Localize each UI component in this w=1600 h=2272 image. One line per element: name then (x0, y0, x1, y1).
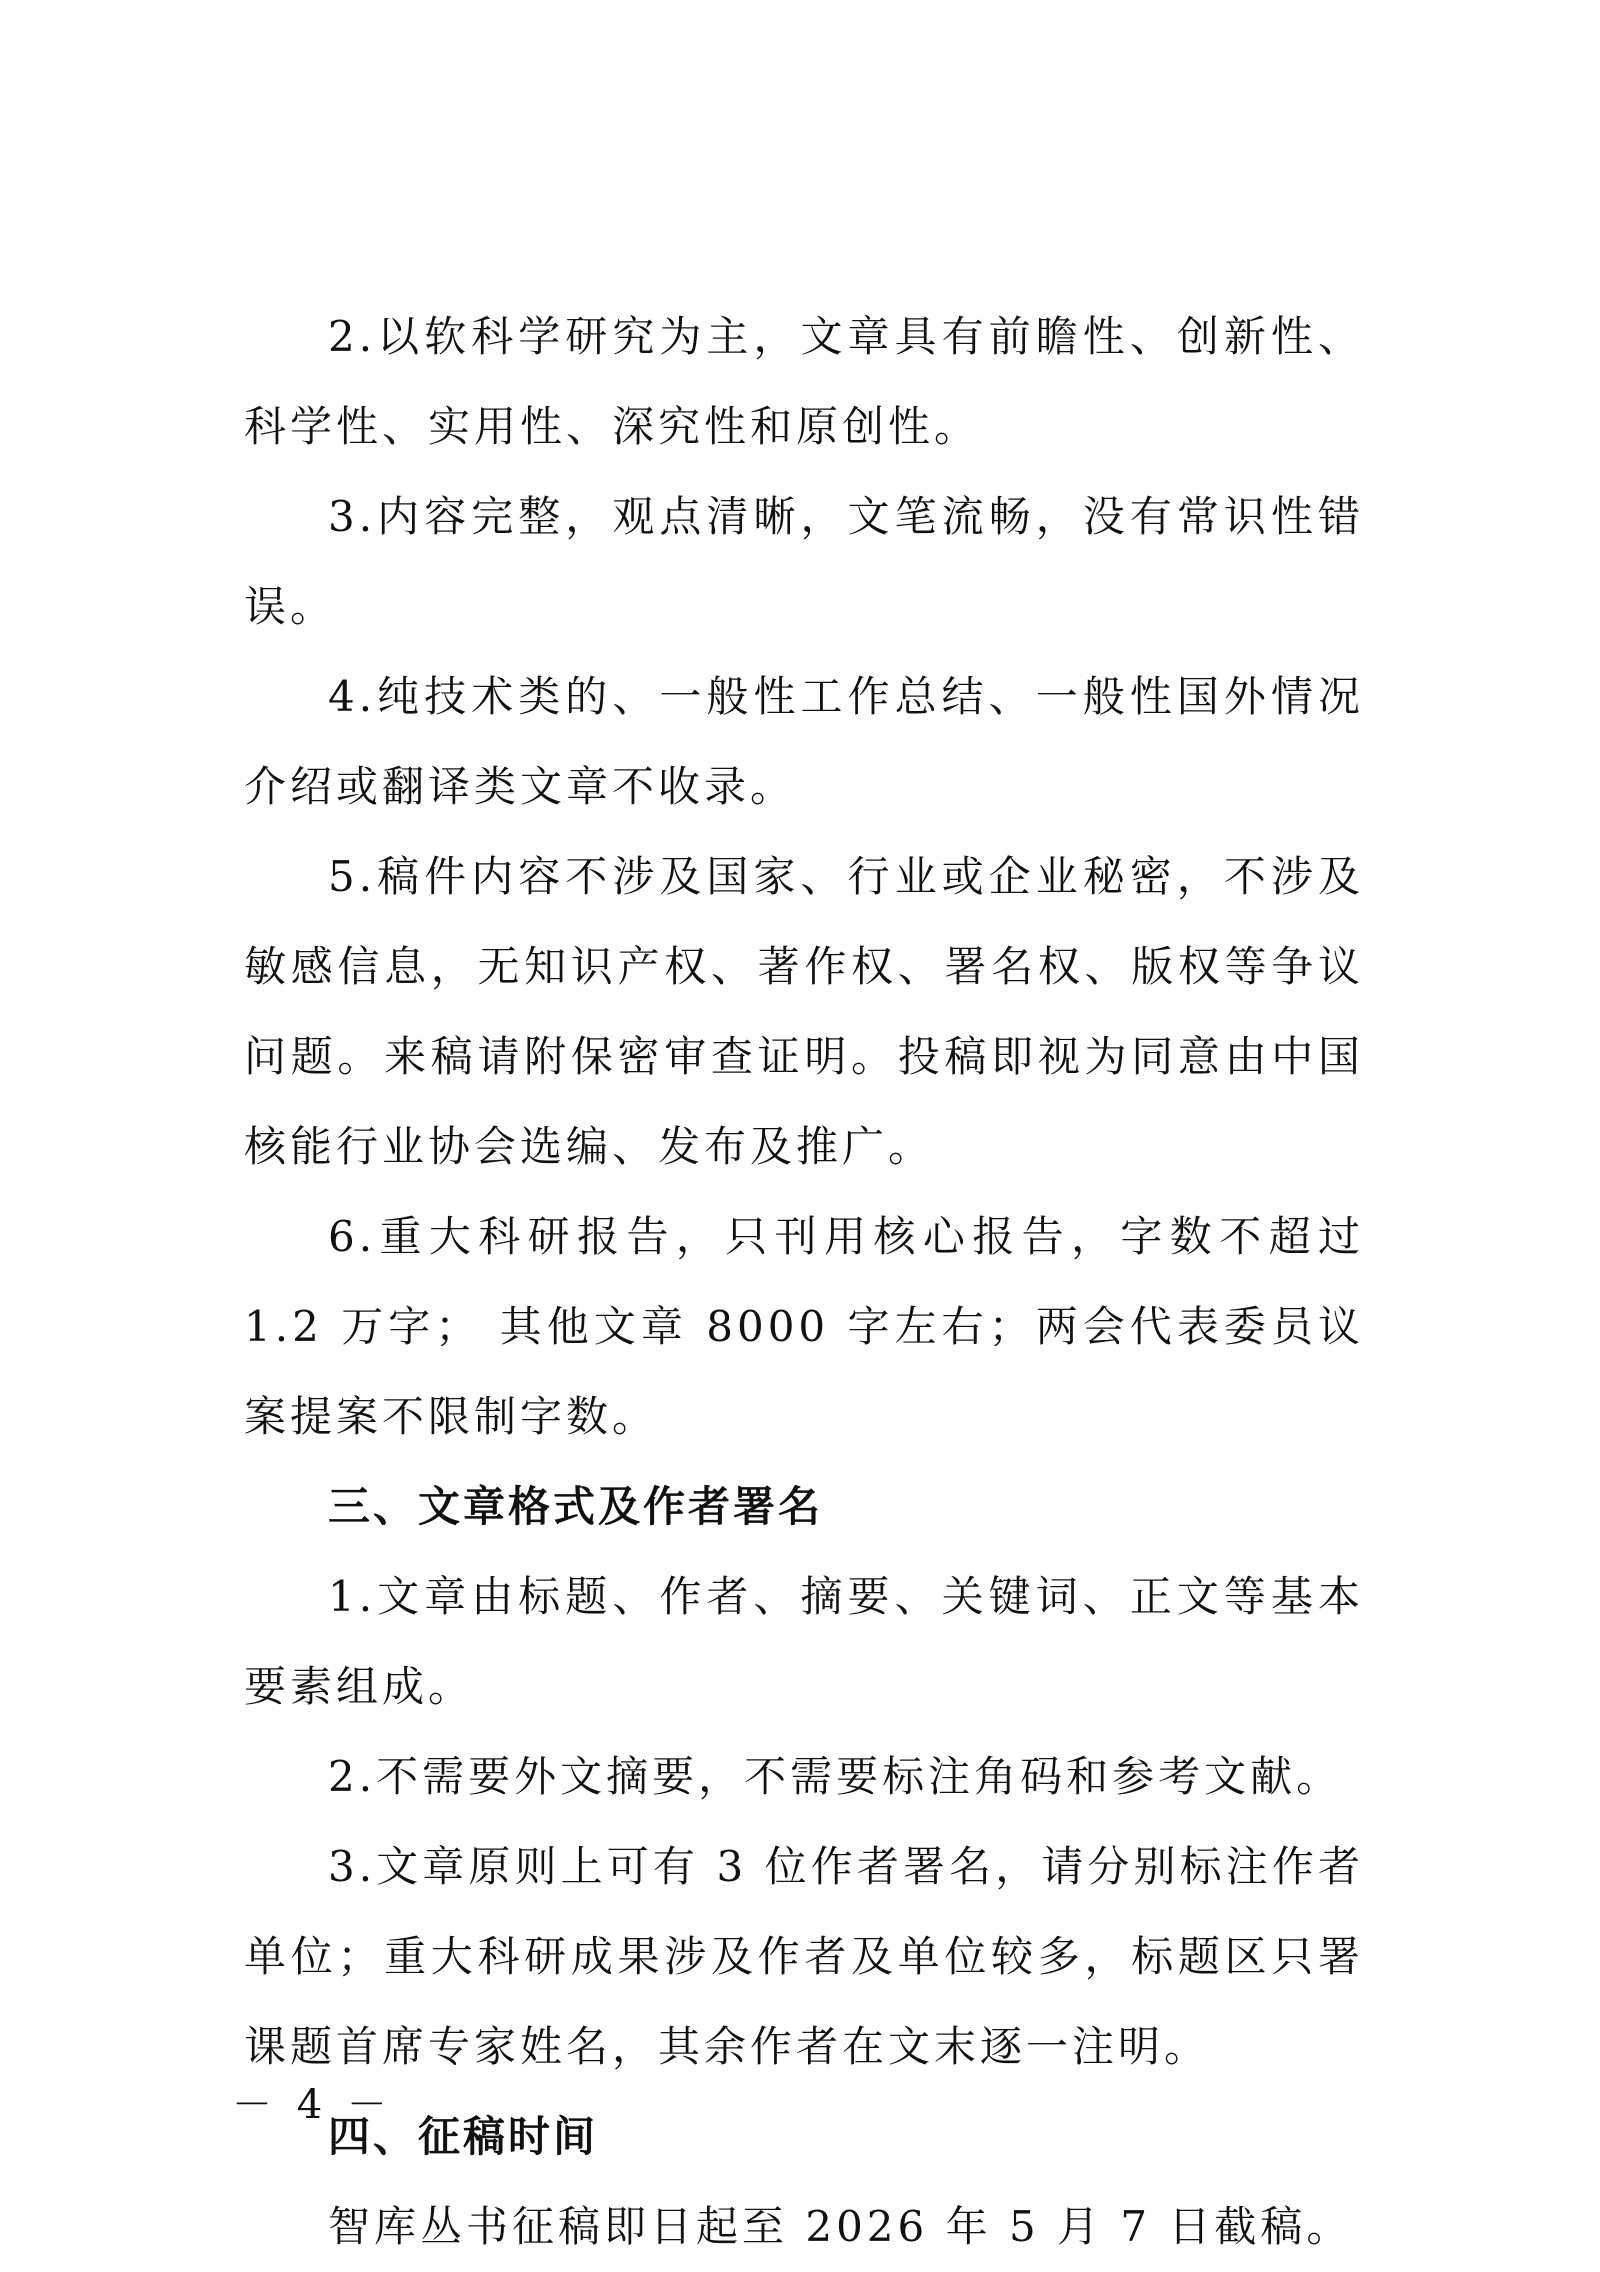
paragraph-requirement-4: 4.纯技术类的、一般性工作总结、一般性国外情况介绍或翻译类文章不收录。 (244, 672, 1364, 811)
paragraph-format-1: 1.文章由标题、作者、摘要、关键词、正文等基本要素组成。 (244, 1572, 1364, 1711)
document-body (244, 292, 1364, 2272)
section-heading-format: 三、文章格式及作者署名 (328, 1482, 824, 1531)
paragraph-requirement-2: 2.以软科学研究为主，文章具有前瞻性、创新性、科学性、实用性、深究性和原创性。 (244, 312, 1364, 451)
paragraph-requirement-3: 3.内容完整，观点清晰，文笔流畅，没有常识性错误。 (244, 492, 1364, 631)
paragraph-format-3: 3.文章原则上可有 3 位作者署名，请分别标注作者单位；重大科研成果涉及作者及单位较多，标题区只署课题首席专家姓名，其余作者在文末逐一注明。 (244, 1842, 1364, 2071)
paragraph-requirement-5: 5.稿件内容不涉及国家、行业或企业秘密，不涉及敏感信息，无知识产权、著作权、署名权、版权等争议问题。来稿请附保密审查证明。投稿即视为同意由中国核能行业协会选编、发布及推广。 (244, 852, 1364, 1171)
section-heading-deadline: 四、征稿时间 (328, 2112, 599, 2161)
page-number: － 4 － (232, 2082, 393, 2128)
paragraph-deadline: 智库丛书征稿即日起至 2026 年 5 月 7 日截稿。 (328, 2202, 1353, 2251)
paragraph-format-2: 2.不需要外文摘要，不需要标注角码和参考文献。 (328, 1752, 1343, 1801)
paragraph-requirement-6: 6.重大科研报告，只刊用核心报告，字数不超过 1.2 万字； 其他文章 8000 字左右；两会代表委员议案提案不限制字数。 (244, 1212, 1364, 1441)
